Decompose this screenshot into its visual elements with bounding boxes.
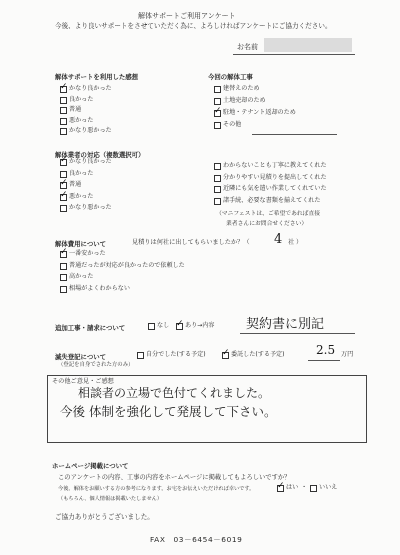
cost-checkbox[interactable] [60,251,67,258]
contractor-rating-checkbox[interactable] [60,159,67,166]
extra-underline [240,333,355,334]
cost-label: 相場がよくわからない [69,284,130,292]
support-label: 良かった [69,95,94,103]
amount-underline [308,360,340,361]
comments-title: その他ご意見・ご感想 [52,378,114,385]
registration-section-title: 滅失登記について [55,353,106,361]
cost-checkbox[interactable] [60,263,67,270]
homepage-note-2: （もちろん、個人情報は掲載いたしません） [58,496,163,502]
homepage-yes-label: はい [286,484,299,491]
handwritten-amount: 2.5 [316,343,336,357]
contractor-rating-checkbox[interactable] [60,205,67,212]
contractor-trait-checkbox[interactable] [214,198,221,205]
purpose-checkbox[interactable] [214,110,221,117]
registration-delegated-label: 委託した(する予定) [231,351,285,358]
other-underline [252,134,337,135]
cost-label: 高かった [69,273,94,280]
survey-subtitle: 今後、より良いサポートをさせていただく為に、よろしければアンケートにご協力ください。 [55,22,332,30]
purpose-section-title: 今回の解体工事 [208,73,253,81]
support-section-title: 解体サポートを利用した感想 [55,73,139,81]
purpose-label: 建替えのため [223,85,260,92]
contractor-trait-checkbox[interactable] [214,163,221,170]
contractor-rating-label: 悪かった [69,192,94,200]
extra-yes-checkbox[interactable] [176,323,183,330]
extra-section-title: 追加工事・請求について [55,324,126,332]
homepage-no-checkbox[interactable] [310,485,317,492]
purpose-label: 土地売却のため [223,97,266,104]
purpose-checkbox[interactable] [214,98,221,105]
contractor-rating-checkbox[interactable] [60,171,67,178]
contractor-rating-label: かなり悪かった [69,204,112,211]
contractor-trait-checkbox[interactable] [214,175,221,182]
registration-self-checkbox[interactable] [137,352,144,359]
contractor-trait-label: わからないことも丁寧に教えてくれた [223,162,327,169]
handwritten-comment-line-2: 今後 体制を強化して発展して下さい。 [60,404,277,419]
manifest-note-2: 業者さんにお問合せください） [226,221,308,227]
name-underline [233,54,355,55]
contractor-rating-checkbox[interactable] [60,182,67,189]
contractor-rating-label: かなり良かった [69,158,112,165]
contractor-section-title: 解体業者の対応（複数選択可） [55,151,145,159]
homepage-no-label: いいえ [319,484,338,491]
name-label: お名前 [237,43,258,51]
contractor-rating-checkbox[interactable] [60,194,67,201]
cost-label: 普通だったが対応が良かったので依頼した [69,261,185,269]
contractor-rating-label: 普通 [69,181,82,188]
registration-subtitle: （登記を自身でされた方のみ） [58,362,134,368]
contractor-rating-label: 良かった [69,169,94,177]
homepage-question: このアンケートの内容、工事の内容をホームページに掲載してもよろしいですか？ [58,474,291,481]
extra-none-checkbox[interactable] [148,323,155,330]
contractor-trait-label: 分かりやすい見積りを提出してくれた [223,173,327,181]
contractor-trait-label: 近隣にも気を遣い作業してくれていた [223,185,327,192]
support-checkbox[interactable] [60,118,67,125]
cost-paren-close: ） [296,239,303,246]
redacted-name [264,38,352,52]
fax-number: FAX 03－6454－6019 [150,535,243,544]
support-label: かなり悪かった [69,127,112,134]
purpose-label: 駐地・テナント返却のため [223,109,296,116]
homepage-note-1: 今後、解体をお願いする方の参考になります。お宅をお伝えいただければ幸いです。 [58,486,255,492]
homepage-divider: ・ [301,484,308,491]
extra-yes-label: あり→内容 [185,322,215,329]
purpose-checkbox[interactable] [214,86,221,93]
registration-self-label: 自分でした(する予定) [146,351,206,358]
support-label: 悪かった [69,116,94,124]
survey-title: 解体サポートご利用アンケート [138,12,236,20]
handwritten-comment-line-1: 相談者の立場で色付てくれました。 [78,386,271,400]
support-checkbox[interactable] [60,86,67,93]
cost-label: 一番安かった [69,250,106,257]
registration-delegated-checkbox[interactable] [222,352,229,359]
support-label: かなり良かった [69,85,112,92]
cost-checkbox[interactable] [60,286,67,293]
support-checkbox[interactable] [60,97,67,104]
purpose-label: その他 [223,121,242,128]
homepage-section-title: ホームページ掲載について [52,462,129,470]
cost-answer-suffix: 社 [288,239,295,246]
contractor-trait-label: 諸手続、必要な書類を揃えてくれた [223,196,321,204]
purpose-checkbox[interactable] [214,122,221,129]
handwritten-extra-content: 契約書に別記 [246,317,325,332]
cost-question: 見積りは何社に出してもらいましたか？（ [132,239,250,246]
handwritten-quote-count: 4 [274,232,283,247]
extra-none-label: なし [157,322,170,329]
thanks-text: ご協力ありがとうございました。 [55,513,154,521]
contractor-trait-checkbox[interactable] [214,186,221,193]
manifest-note-1: （マニフェストは、ご希望であれば直接 [216,211,321,217]
support-label: 普通 [69,106,82,113]
cost-section-title: 解体費用について [55,240,106,248]
homepage-yes-checkbox[interactable] [277,485,284,492]
cost-checkbox[interactable] [60,274,67,281]
amount-unit: 万円 [341,351,354,358]
support-checkbox[interactable] [60,128,67,135]
support-checkbox[interactable] [60,107,67,114]
